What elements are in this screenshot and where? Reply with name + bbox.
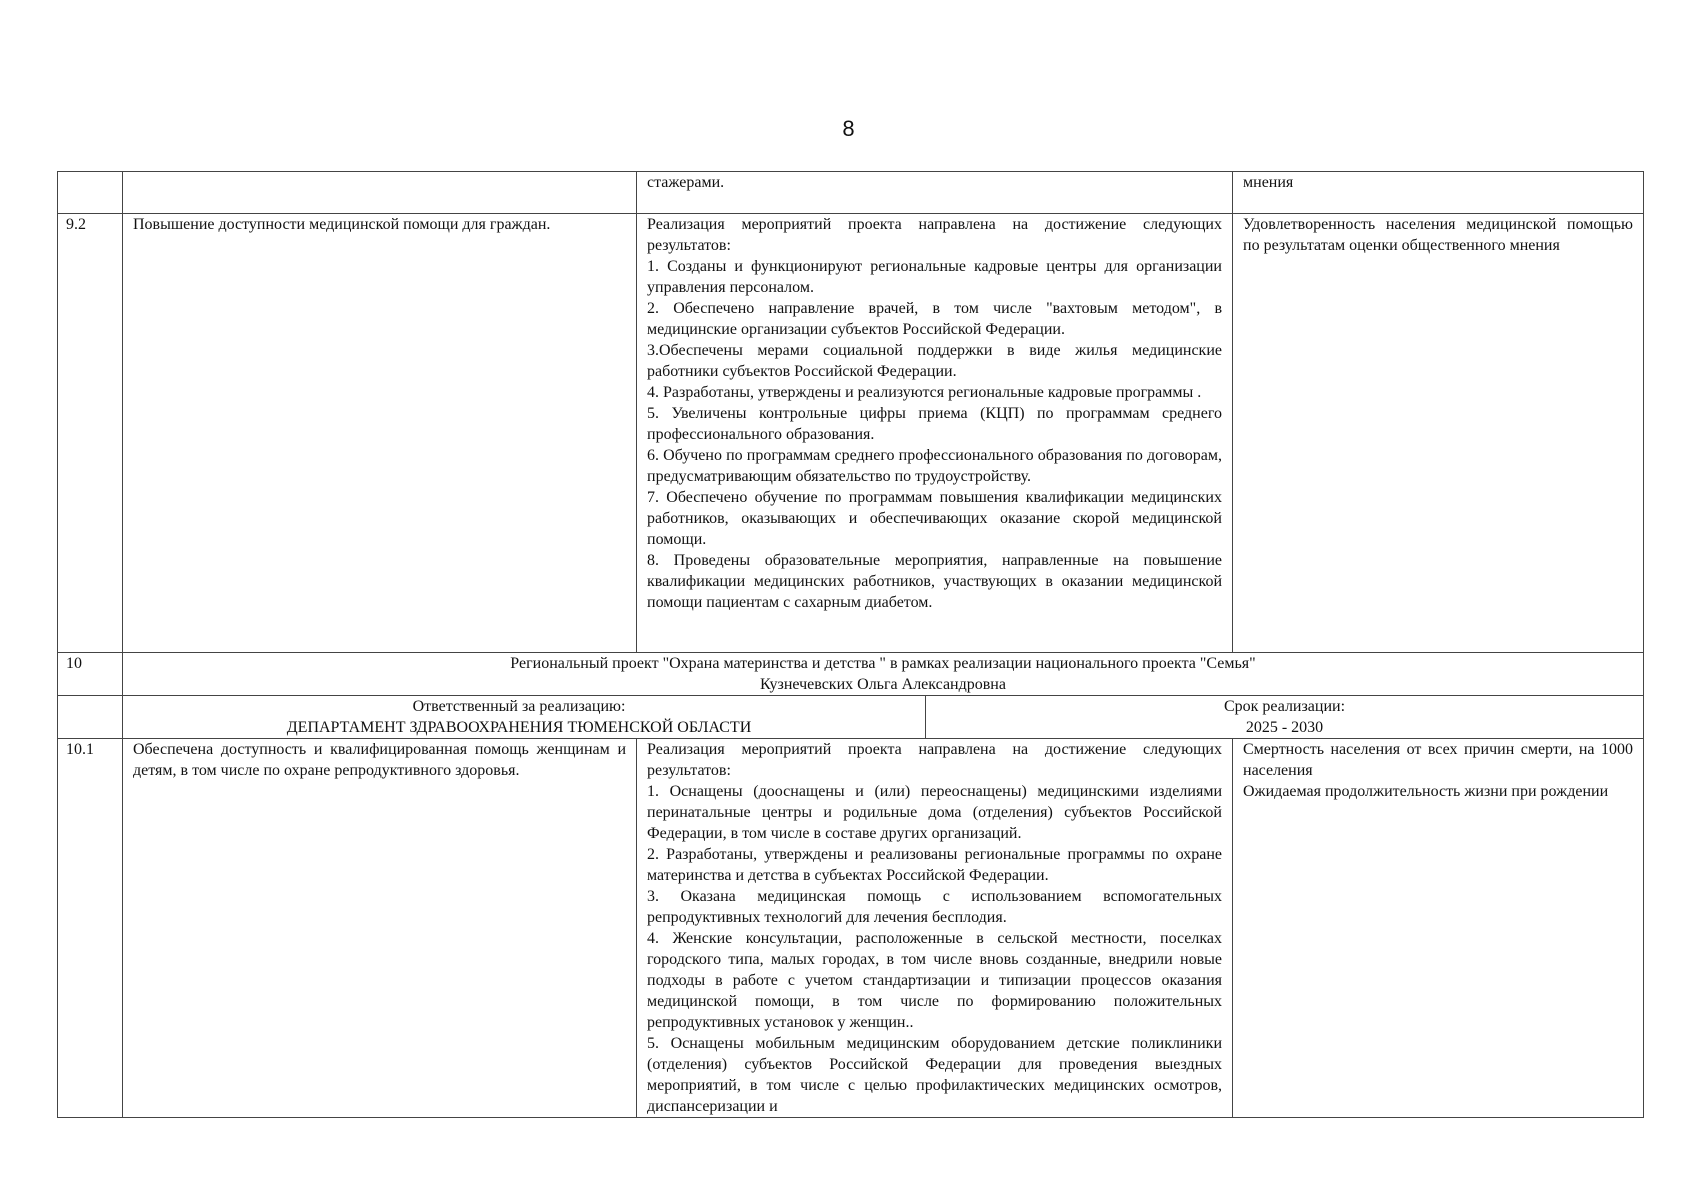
empty-cell (58, 696, 123, 739)
task-cell: Повышение доступности медицинской помощи для граждан. (123, 214, 637, 653)
results-cell (637, 214, 1233, 653)
results-paragraph: 3. Оказана медицинская помощь с использованием вспомогательных репродуктивных технологий для лечения бесплодия. (647, 888, 1222, 926)
results-paragraph: 4. Женские консультации, расположенные в сельской местности, поселках городского типа, малых городах, в том числе вновь созданные, внедрили новые подходы в работе с учетом стандартизации и типизации процессов оказания медицинской помощи, в том числе по формированию положительных репродуктивных установок у женщин.. (647, 930, 1222, 1031)
results-paragraph: 7. Обеспечено обучение по программам повышения квалификации медицинских работников, оказывающих и обеспечивающих оказание скорой медицинской помощи. (647, 489, 1222, 548)
results-paragraph: стажерами. (647, 174, 725, 191)
task-cell (123, 172, 637, 214)
results-paragraph: 3.Обеспечены мерами социальной поддержки в виде жилья медицинские работники субъектов Российской Федерации. (647, 342, 1222, 380)
results-paragraph: 6. Обучено по программам среднего профессионального образования по договорам, предусматривающим обязательство по трудоустройству. (647, 447, 1222, 485)
task-cell: Обеспечена доступность и квалифицированная помощь женщинам и детям, в том числе по охране репродуктивного здоровья. (123, 739, 637, 1118)
results-paragraph: 8. Проведены образовательные мероприятия, направленные на повышение квалификации медицинских работников, участвующих в оказании медицинской помощи пациентам с сахарным диабетом. (647, 552, 1222, 611)
indicator-cell: мнения (1233, 172, 1644, 214)
page-number: 8 (842, 116, 855, 141)
project-header-row (58, 653, 1644, 696)
row-number (58, 172, 123, 214)
project-meta-cell (123, 696, 1644, 739)
results-paragraph: Реализация мероприятий проекта направлена на достижение следующих результатов: (647, 216, 1222, 254)
responsible-label: Ответственный за реализацию: (412, 698, 626, 715)
row-number: 9.2 (58, 214, 123, 653)
project-title: Региональный проект "Охрана материнства и детства " в рамках реализации национального проекта "Семья" (510, 655, 1256, 672)
project-title-cell (123, 653, 1644, 696)
indicator-cell (1233, 739, 1644, 1118)
results-paragraph: 2. Разработаны, утверждены и реализованы региональные программы по охране материнства и детства в субъектах Российской Федерации. (647, 846, 1222, 884)
table-row (58, 214, 1644, 653)
indicator-cell: Удовлетворенность населения медицинской помощью по результатам оценки общественного мнения (1233, 214, 1644, 653)
results-paragraph: 5. Увеличены контрольные цифры приема (КЦП) по программам среднего профессионального образования. (647, 405, 1222, 443)
results-paragraph: 1. Оснащены (дооснащены и (или) переоснащены) медицинскими изделиями перинатальные центры и родильные дома (отделения) субъектов Российской Федерации, в том числе в составе других организаций. (647, 783, 1222, 842)
term-block (926, 696, 1643, 738)
responsible-value: ДЕПАРТАМЕНТ ЗДРАВООХРАНЕНИЯ ТЮМЕНСКОЙ ОБЛАСТИ (286, 719, 752, 736)
results-paragraph: Реализация мероприятий проекта направлена на достижение следующих результатов: (647, 741, 1222, 779)
project-curator: Кузнечевских Ольга Александровна (760, 676, 1006, 693)
results-paragraph: 5. Оснащены мобильным медицинским оборудованием детские поликлиники (отделения) субъектов Российской Федерации для проведения выездных мероприятий, в том числе с целью профилактических медицинских осмотров, диспансеризации и (647, 1035, 1222, 1115)
results-paragraph: 1. Созданы и функционируют региональные кадровые центры для организации управления персоналом. (647, 258, 1222, 296)
results-paragraph: 4. Разработаны, утверждены и реализуются региональные кадровые программы . (647, 384, 1202, 401)
indicator-item: Ожидаемая продолжительность жизни при рождении (1243, 783, 1609, 800)
indicator-item: Смертность населения от всех причин смерти, на 1000 населения (1243, 741, 1633, 779)
results-paragraph: 2. Обеспечено направление врачей, в том числе "вахтовым методом", в медицинские организации субъектов Российской Федерации. (647, 300, 1222, 338)
responsible-block (123, 696, 926, 738)
term-label: Срок реализации: (1223, 698, 1346, 715)
project-meta-row (58, 696, 1644, 739)
term-value: 2025 - 2030 (1245, 719, 1324, 736)
row-number: 10.1 (58, 739, 123, 1118)
program-table (57, 171, 1644, 1118)
project-number: 10 (58, 653, 123, 696)
results-cell (637, 739, 1233, 1118)
table-row (58, 172, 1644, 214)
table-row (58, 739, 1644, 1118)
results-cell (637, 172, 1233, 214)
